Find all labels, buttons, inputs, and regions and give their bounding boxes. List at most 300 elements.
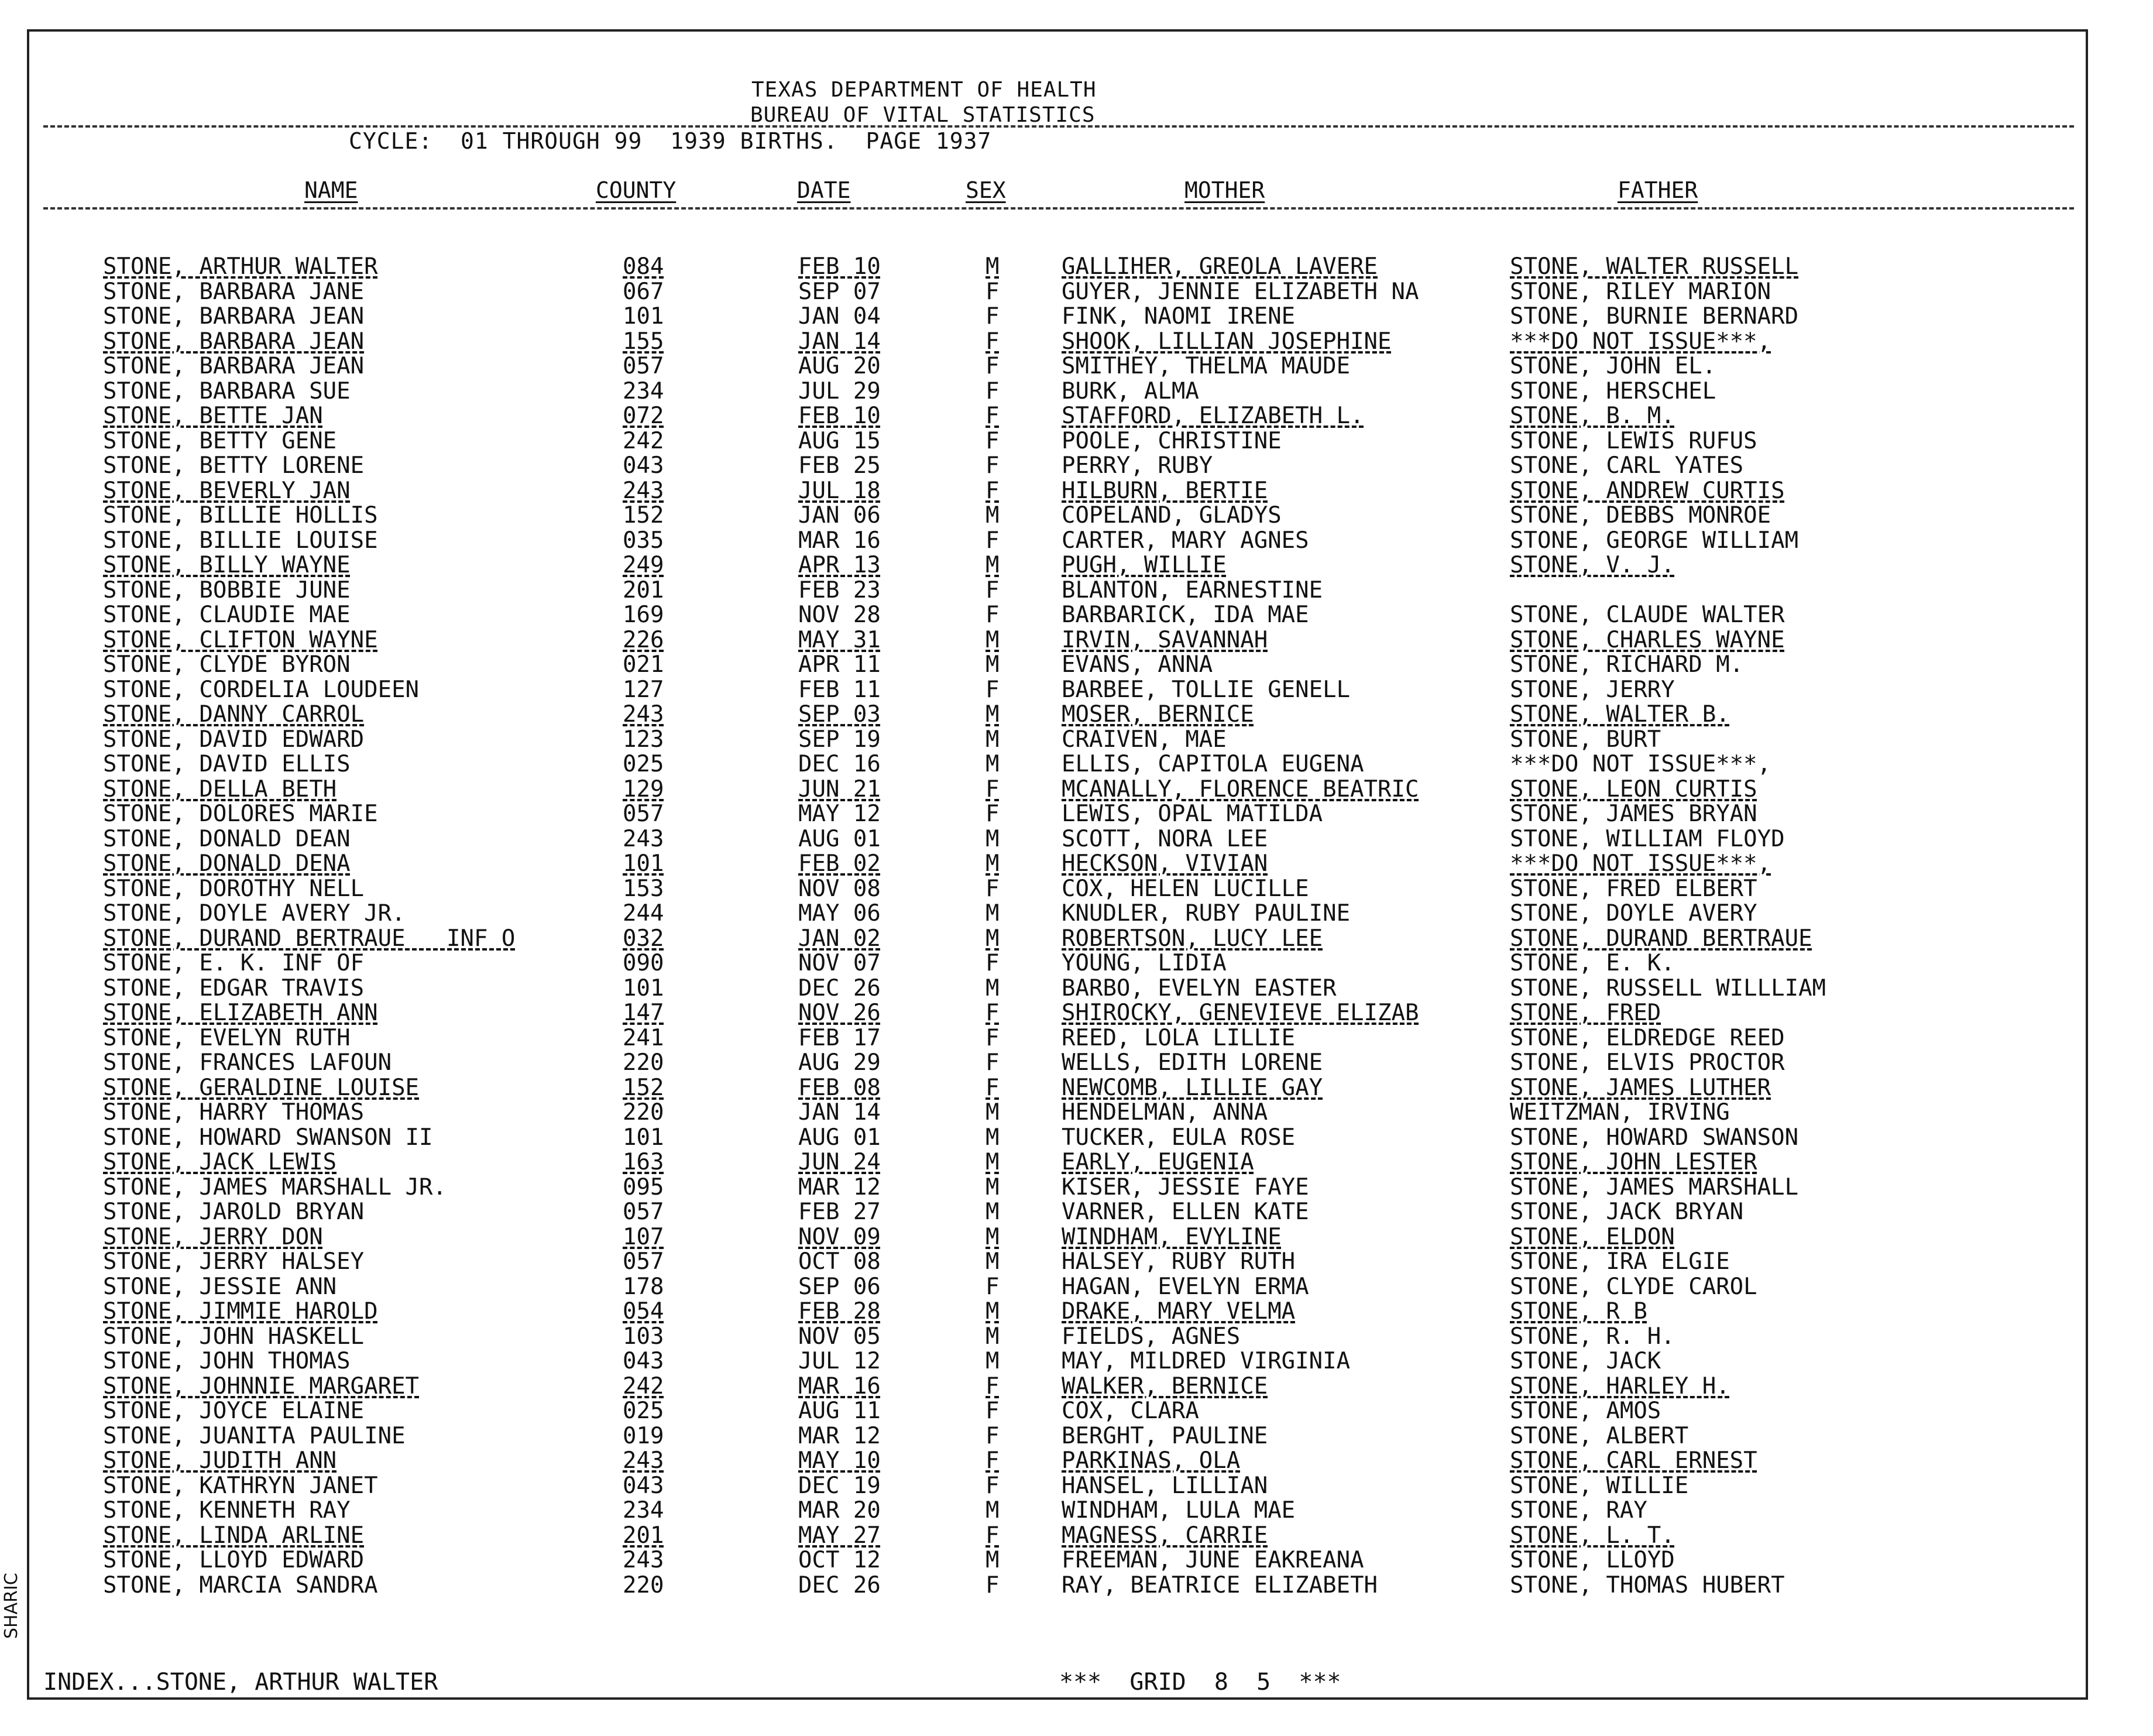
cell-sex: M (985, 502, 1000, 529)
cell-county: 072 (623, 403, 664, 429)
column-header-date: DATE (797, 177, 851, 203)
column-header-sex: SEX (966, 177, 1006, 203)
cell-father: STONE, CLYDE CAROL (1510, 1273, 1757, 1300)
cell-county: 057 (623, 1199, 664, 1225)
cell-father: STONE, RAY (1510, 1497, 1647, 1524)
cell-sex: M (985, 1348, 1000, 1374)
cell-mother: TUCKER, EULA ROSE (1062, 1124, 1296, 1151)
cell-name: STONE, E. K. INF OF (103, 950, 365, 976)
cell-name: STONE, JOYCE ELAINE (103, 1398, 365, 1424)
cell-father: STONE, BURT (1510, 726, 1661, 753)
table-row (29, 1151, 2086, 1176)
cell-name: STONE, JOHN THOMAS (103, 1348, 351, 1374)
cell-name: STONE, DONALD DENA (103, 850, 351, 877)
table-row (29, 977, 2086, 1002)
side-mark: SHARIC (1, 1573, 22, 1639)
cell-date: SEP 03 (798, 701, 881, 728)
cell-name: STONE, BILLY WAYNE (103, 552, 351, 578)
cell-father: STONE, HERSCHEL (1510, 378, 1716, 404)
cell-father: STONE, ELDON (1510, 1223, 1675, 1250)
cell-date: FEB 11 (798, 676, 881, 703)
cell-date: FEB 08 (798, 1074, 881, 1101)
cell-sex: M (985, 751, 1000, 777)
cell-father: STONE, DEBBS MONROE (1510, 502, 1771, 529)
cell-sex: M (985, 1547, 1000, 1573)
cell-county: 035 (623, 527, 664, 554)
cell-mother: BARBARICK, IDA MAE (1062, 602, 1309, 628)
cell-date: AUG 15 (798, 427, 881, 454)
cell-sex: F (985, 278, 1000, 305)
cell-county: 155 (623, 328, 664, 355)
cell-mother: HALSEY, RUBY RUTH (1062, 1248, 1296, 1275)
cell-mother: SHOOK, LILLIAN JOSEPHINE (1062, 328, 1392, 355)
cell-date: NOV 09 (798, 1223, 881, 1250)
cell-sex: F (985, 353, 1000, 379)
table-row (29, 1250, 2086, 1275)
cell-sex: M (985, 1199, 1000, 1225)
cell-name: STONE, JOHNNIE MARGARET (103, 1373, 420, 1399)
cell-name: STONE, JAMES MARSHALL JR. (103, 1174, 447, 1200)
table-row (29, 579, 2086, 604)
cell-sex: F (985, 1447, 1000, 1474)
table-row (29, 852, 2086, 877)
cell-date: AUG 01 (798, 1124, 881, 1151)
cell-father: STONE, JACK BRYAN (1510, 1199, 1744, 1225)
cell-county: 147 (623, 1000, 664, 1026)
cell-sex: M (985, 726, 1000, 753)
table-row (29, 825, 2086, 853)
cell-father: STONE, R. H. (1510, 1323, 1675, 1350)
table-row (29, 355, 2086, 380)
cell-father: STONE, RUSSELL WILLLIAM (1510, 975, 1826, 1001)
cell-date: JAN 02 (798, 925, 881, 952)
cell-father: STONE, RICHARD M. (1510, 651, 1744, 678)
cell-mother: HANSEL, LILLIAN (1062, 1472, 1268, 1499)
cell-mother: STAFFORD, ELIZABETH L. (1062, 403, 1364, 429)
table-row (29, 603, 2086, 629)
cell-mother: BERGHT, PAULINE (1062, 1422, 1268, 1449)
table-row (29, 802, 2086, 828)
cell-name: STONE, BETTY GENE (103, 427, 337, 454)
cell-sex: F (985, 602, 1000, 628)
cell-sex: F (985, 403, 1000, 429)
cell-name: STONE, DOLORES MARIE (103, 801, 378, 827)
cell-father: STONE, E. K. (1510, 950, 1675, 976)
cell-mother: MCANALLY, FLORENCE BEATRIC (1062, 776, 1419, 802)
cell-county: 234 (623, 1497, 664, 1524)
cell-sex: M (985, 900, 1000, 927)
cell-father: STONE, DOYLE AVERY (1510, 900, 1757, 927)
cell-sex: F (985, 950, 1000, 976)
cell-mother: WINDHAM, LULA MAE (1062, 1497, 1296, 1524)
cell-date: DEC 16 (798, 751, 881, 777)
table-row (29, 1176, 2086, 1201)
table-row (29, 330, 2086, 355)
cell-father: STONE, ELVIS PROCTOR (1510, 1049, 1785, 1076)
cell-sex: M (985, 626, 1000, 653)
cell-date: MAY 12 (798, 801, 881, 827)
table-row (29, 1474, 2086, 1500)
cell-father: STONE, B. M. (1510, 403, 1675, 429)
cell-county: 201 (623, 1522, 664, 1549)
table-row (29, 1076, 2086, 1102)
cell-sex: M (985, 825, 1000, 852)
cell-father: STONE, ELDREDGE REED (1510, 1024, 1785, 1051)
cell-sex: F (985, 676, 1000, 703)
cell-date: NOV 26 (798, 1000, 881, 1026)
cell-sex: F (985, 1074, 1000, 1101)
cell-date: SEP 19 (798, 726, 881, 753)
cell-date: JAN 14 (798, 328, 881, 355)
cell-county: 234 (623, 378, 664, 404)
cell-county: 032 (623, 925, 664, 952)
cell-date: OCT 08 (798, 1248, 881, 1275)
cell-father: STONE, R B (1510, 1298, 1647, 1325)
cell-name: STONE, FRANCES LAFOUN (103, 1049, 392, 1076)
cell-county: 057 (623, 801, 664, 827)
cell-county: 220 (623, 1572, 664, 1598)
cell-date: OCT 12 (798, 1547, 881, 1573)
cell-father: STONE, WILLIE (1510, 1472, 1689, 1499)
cell-county: 025 (623, 1398, 664, 1424)
cell-date: FEB 10 (798, 253, 881, 280)
cell-name: STONE, BARBARA JEAN (103, 328, 365, 355)
cell-date: DEC 26 (798, 975, 881, 1001)
cell-father: STONE, JAMES BRYAN (1510, 801, 1757, 827)
table-row (29, 1001, 2086, 1027)
cell-sex: M (985, 1099, 1000, 1126)
table-row (29, 1101, 2086, 1126)
cell-date: JUN 21 (798, 776, 881, 802)
table-row (29, 529, 2086, 554)
cell-sex: M (985, 850, 1000, 877)
cell-date: APR 13 (798, 552, 881, 578)
table-row (29, 1524, 2086, 1549)
cell-sex: F (985, 577, 1000, 603)
cell-county: 054 (623, 1298, 664, 1325)
cell-sex: F (985, 328, 1000, 355)
cell-mother: REED, LOLA LILLIE (1062, 1024, 1296, 1051)
cell-name: STONE, LINDA ARLINE (103, 1522, 365, 1549)
table-row (29, 952, 2086, 977)
cell-name: STONE, JERRY HALSEY (103, 1248, 365, 1275)
cell-father: STONE, ANDREW CURTIS (1510, 477, 1785, 504)
cell-mother: PERRY, RUBY (1062, 452, 1213, 479)
cell-mother: BURK, ALMA (1062, 378, 1199, 404)
cell-date: MAY 06 (798, 900, 881, 927)
cell-mother: VARNER, ELLEN KATE (1062, 1199, 1309, 1225)
cell-father: STONE, ALBERT (1510, 1422, 1689, 1449)
cell-father: STONE, GEORGE WILLIAM (1510, 527, 1799, 554)
cell-date: JAN 14 (798, 1099, 881, 1126)
cell-name: STONE, JAROLD BRYAN (103, 1199, 365, 1225)
cell-county: 243 (623, 701, 664, 728)
cell-county: 242 (623, 427, 664, 454)
column-header-name: NAME (304, 177, 358, 203)
cell-mother: COX, CLARA (1062, 1398, 1199, 1424)
cell-county: 226 (623, 626, 664, 653)
table-row (29, 1499, 2086, 1524)
cell-father: STONE, LLOYD (1510, 1547, 1675, 1573)
cell-date: AUG 20 (798, 353, 881, 379)
cell-county: 043 (623, 452, 664, 479)
table-row (29, 678, 2086, 704)
cell-date: NOV 05 (798, 1323, 881, 1350)
cell-name: STONE, DURAND BERTRAUE INF O (103, 925, 516, 952)
cell-mother: ROBERTSON, LUCY LEE (1062, 925, 1323, 952)
table-row (29, 877, 2086, 903)
cell-county: 123 (623, 726, 664, 753)
cell-father: STONE, RILEY MARION (1510, 278, 1771, 305)
cell-mother: BLANTON, EARNESTINE (1062, 577, 1323, 603)
cell-county: 243 (623, 1447, 664, 1474)
cell-name: STONE, BARBARA JANE (103, 278, 365, 305)
cell-county: 084 (623, 253, 664, 280)
cell-name: STONE, JESSIE ANN (103, 1273, 337, 1300)
cell-sex: M (985, 253, 1000, 280)
cell-father: STONE, JOHN LESTER (1510, 1149, 1757, 1175)
column-header-mother: MOTHER (1184, 177, 1265, 203)
cell-date: APR 11 (798, 651, 881, 678)
cell-sex: M (985, 651, 1000, 678)
cell-date: JUL 12 (798, 1348, 881, 1374)
cell-name: STONE, JERRY DON (103, 1223, 323, 1250)
cell-name: STONE, BOBBIE JUNE (103, 577, 351, 603)
cell-county: 241 (623, 1024, 664, 1051)
cell-date: FEB 25 (798, 452, 881, 479)
cell-mother: EVANS, ANNA (1062, 651, 1213, 678)
cell-mother: HAGAN, EVELYN ERMA (1062, 1273, 1309, 1300)
table-row (29, 454, 2086, 479)
cell-mother: MAGNESS, CARRIE (1062, 1522, 1268, 1549)
cell-county: 178 (623, 1273, 664, 1300)
cell-father: STONE, HOWARD SWANSON (1510, 1124, 1799, 1151)
cell-name: STONE, BARBARA SUE (103, 378, 351, 404)
cell-name: STONE, DOROTHY NELL (103, 875, 365, 902)
cell-sex: F (985, 1472, 1000, 1499)
cell-county: 043 (623, 1472, 664, 1499)
cell-sex: F (985, 477, 1000, 504)
cell-date: SEP 06 (798, 1273, 881, 1300)
cell-sex: M (985, 1124, 1000, 1151)
cell-sex: M (985, 1497, 1000, 1524)
cell-name: STONE, JACK LEWIS (103, 1149, 337, 1175)
cell-county: 067 (623, 278, 664, 305)
cell-county: 153 (623, 875, 664, 902)
cell-name: STONE, BETTE JAN (103, 403, 323, 429)
cell-father: STONE, DURAND BERTRAUE (1510, 925, 1812, 952)
cell-father: WEITZMAN, IRVING (1510, 1099, 1730, 1126)
cell-mother: BARBEE, TOLLIE GENELL (1062, 676, 1351, 703)
cell-county: 201 (623, 577, 664, 603)
cell-father: STONE, WILLIAM FLOYD (1510, 825, 1785, 852)
cell-sex: F (985, 1273, 1000, 1300)
cell-sex: F (985, 875, 1000, 902)
cell-mother: YOUNG, LIDIA (1062, 950, 1227, 976)
birth-records-table (29, 32, 2086, 1697)
cell-name: STONE, JUDITH ANN (103, 1447, 337, 1474)
cell-father: STONE, CARL YATES (1510, 452, 1744, 479)
cell-date: AUG 01 (798, 825, 881, 852)
cell-name: STONE, ELIZABETH ANN (103, 1000, 378, 1026)
cell-county: 019 (623, 1422, 664, 1449)
cell-father: STONE, JAMES LUTHER (1510, 1074, 1771, 1101)
cell-name: STONE, CORDELIA LOUDEEN (103, 676, 420, 703)
cell-county: 249 (623, 552, 664, 578)
table-row (29, 927, 2086, 952)
table-row (29, 1449, 2086, 1474)
cell-name: STONE, DOYLE AVERY JR. (103, 900, 406, 927)
footer-index: INDEX...STONE, ARTHUR WALTER (43, 1669, 438, 1696)
cell-name: STONE, DAVID EDWARD (103, 726, 365, 753)
cell-mother: SHIROCKY, GENEVIEVE ELIZAB (1062, 1000, 1419, 1026)
cell-father: ***DO NOT ISSUE***, (1510, 850, 1771, 877)
cell-name: STONE, HARRY THOMAS (103, 1099, 365, 1126)
cell-county: 220 (623, 1099, 664, 1126)
cell-father: STONE, JERRY (1510, 676, 1675, 703)
cell-father: STONE, AMOS (1510, 1398, 1661, 1424)
footer-grid: *** GRID 8 5 *** (1059, 1669, 1341, 1696)
cell-mother: WINDHAM, EVYLINE (1062, 1223, 1282, 1250)
cell-mother: WALKER, BERNICE (1062, 1373, 1268, 1399)
cell-name: STONE, GERALDINE LOUISE (103, 1074, 420, 1101)
cell-mother: ELLIS, CAPITOLA EUGENA (1062, 751, 1364, 777)
table-row (29, 1549, 2086, 1574)
table-row (29, 1325, 2086, 1350)
cell-name: STONE, DANNY CARROL (103, 701, 365, 728)
table-row (29, 1375, 2086, 1400)
cell-date: SEP 07 (798, 278, 881, 305)
cell-father: STONE, LEON CURTIS (1510, 776, 1757, 802)
cell-date: FEB 27 (798, 1199, 881, 1225)
cell-father: STONE, IRA ELGIE (1510, 1248, 1730, 1275)
cell-sex: M (985, 1323, 1000, 1350)
cell-father: STONE, JACK (1510, 1348, 1661, 1374)
cell-county: 101 (623, 850, 664, 877)
cell-mother: KISER, JESSIE FAYE (1062, 1174, 1309, 1200)
header-cycle: CYCLE: 01 THROUGH 99 1939 BIRTHS. PAGE 1937 (349, 128, 992, 154)
table-row (29, 1024, 2086, 1052)
cell-mother: COX, HELEN LUCILLE (1062, 875, 1309, 902)
cell-name: STONE, CLAUDIE MAE (103, 602, 351, 628)
cell-name: STONE, CLIFTON WAYNE (103, 626, 378, 653)
cell-date: AUG 29 (798, 1049, 881, 1076)
table-row (29, 280, 2086, 306)
cell-name: STONE, BARBARA JEAN (103, 353, 365, 379)
table-row (29, 504, 2086, 529)
cell-date: FEB 28 (798, 1298, 881, 1325)
cell-date: MAR 16 (798, 1373, 881, 1399)
cell-name: STONE, LLOYD EDWARD (103, 1547, 365, 1573)
table-row (29, 554, 2086, 579)
table-row (29, 1350, 2086, 1375)
cell-date: FEB 17 (798, 1024, 881, 1051)
cell-name: STONE, KATHRYN JANET (103, 1472, 378, 1499)
cell-mother: MAY, MILDRED VIRGINIA (1062, 1348, 1351, 1374)
table-row (29, 479, 2086, 505)
cell-name: STONE, BILLIE HOLLIS (103, 502, 378, 529)
table-row (29, 653, 2086, 678)
cell-sex: M (985, 1298, 1000, 1325)
cell-county: 244 (623, 900, 664, 927)
cell-father: STONE, JOHN EL. (1510, 353, 1716, 379)
cell-mother: MOSER, BERNICE (1062, 701, 1254, 728)
cell-mother: HILBURN, BERTIE (1062, 477, 1268, 504)
cell-sex: M (985, 925, 1000, 952)
cell-county: 057 (623, 1248, 664, 1275)
cell-county: 107 (623, 1223, 664, 1250)
table-row (29, 1422, 2086, 1450)
cell-county: 242 (623, 1373, 664, 1399)
table-row (29, 902, 2086, 927)
cell-county: 243 (623, 825, 664, 852)
cell-county: 127 (623, 676, 664, 703)
cell-mother: NEWCOMB, LILLIE GAY (1062, 1074, 1323, 1101)
cell-name: STONE, BETTY LORENE (103, 452, 365, 479)
cell-date: MAR 20 (798, 1497, 881, 1524)
cell-date: MAR 16 (798, 527, 881, 554)
table-row (29, 1051, 2086, 1076)
cell-county: 103 (623, 1323, 664, 1350)
cell-mother: FINK, NAOMI IRENE (1062, 303, 1296, 330)
cell-mother: CARTER, MARY AGNES (1062, 527, 1309, 554)
cell-county: 129 (623, 776, 664, 802)
cell-sex: F (985, 1398, 1000, 1424)
header-department: TEXAS DEPARTMENT OF HEALTH (751, 78, 1097, 102)
cell-name: STONE, EVELYN RUTH (103, 1024, 351, 1051)
cell-county: 057 (623, 353, 664, 379)
cell-county: 101 (623, 1124, 664, 1151)
cell-date: MAR 12 (798, 1422, 881, 1449)
table-row (29, 404, 2086, 430)
column-header-father: FATHER (1618, 177, 1698, 203)
cell-mother: POOLE, CHRISTINE (1062, 427, 1282, 454)
cell-county: 095 (623, 1174, 664, 1200)
cell-sex: F (985, 378, 1000, 404)
cell-county: 243 (623, 477, 664, 504)
cell-date: NOV 08 (798, 875, 881, 902)
cell-sex: F (985, 1572, 1000, 1598)
cell-sex: F (985, 1373, 1000, 1399)
table-row (29, 778, 2086, 803)
table-row (29, 703, 2086, 728)
cell-father: STONE, LEWIS RUFUS (1510, 427, 1757, 454)
cell-father: STONE, CARL ERNEST (1510, 1447, 1757, 1474)
cell-county: 101 (623, 303, 664, 330)
cell-mother: GALLIHER, GREOLA LAVERE (1062, 253, 1378, 280)
cell-county: 101 (623, 975, 664, 1001)
cell-sex: M (985, 1248, 1000, 1275)
cell-date: MAY 27 (798, 1522, 881, 1549)
cell-name: STONE, KENNETH RAY (103, 1497, 351, 1524)
cell-date: JAN 04 (798, 303, 881, 330)
table-row (29, 305, 2086, 330)
cell-name: STONE, CLYDE BYRON (103, 651, 351, 678)
table-row (29, 1574, 2086, 1599)
cell-sex: F (985, 427, 1000, 454)
cell-sex: M (985, 1174, 1000, 1200)
cell-mother: EARLY, EUGENIA (1062, 1149, 1254, 1175)
cell-mother: LEWIS, OPAL MATILDA (1062, 801, 1323, 827)
cell-name: STONE, JOHN HASKELL (103, 1323, 365, 1350)
cell-county: 043 (623, 1348, 664, 1374)
record-sheet (27, 29, 2088, 1700)
cell-date: NOV 28 (798, 602, 881, 628)
cell-father: STONE, THOMAS HUBERT (1510, 1572, 1785, 1598)
cell-mother: FIELDS, AGNES (1062, 1323, 1241, 1350)
cell-date: FEB 02 (798, 850, 881, 877)
cell-date: MAY 10 (798, 1447, 881, 1474)
